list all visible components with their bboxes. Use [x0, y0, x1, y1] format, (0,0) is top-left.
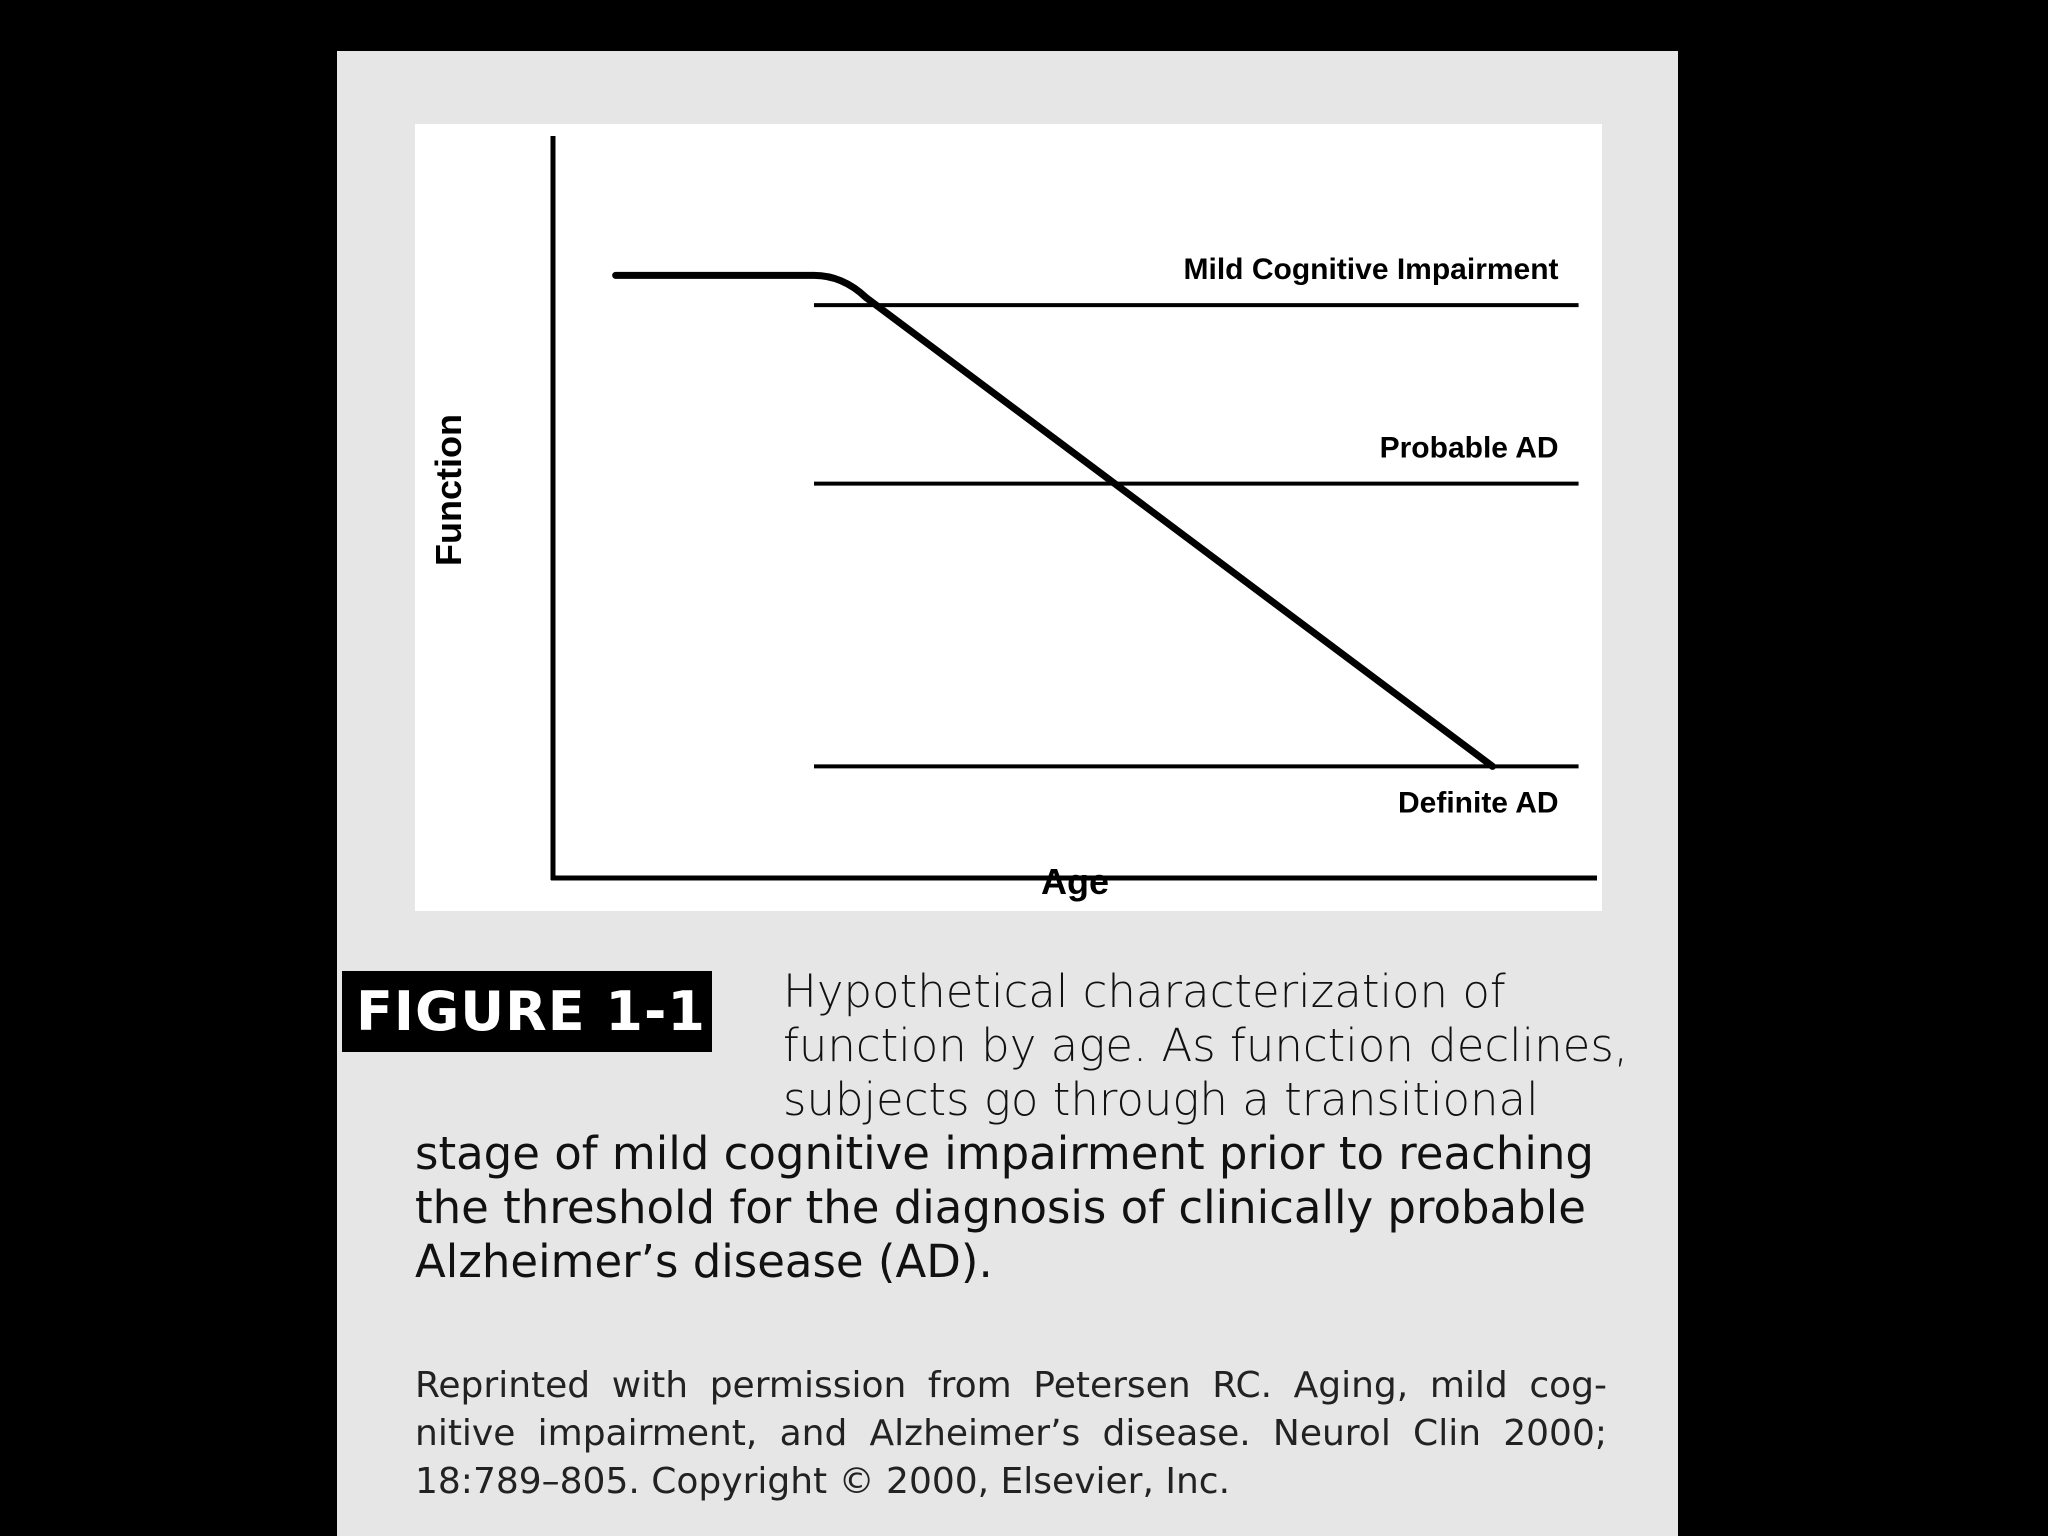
- credit-line: 18:789–805. Copyright © 2000, Elsevier, Inc.: [415, 1461, 1231, 1502]
- figure-caption-intro: [783, 965, 1643, 1127]
- y-axis-label: Function: [428, 414, 469, 566]
- caption-line: Alzheimer’s disease (AD).: [415, 1235, 993, 1288]
- caption-line: Hypothetical characterization of: [783, 965, 1506, 1018]
- caption-line: subjects go through a transitional: [783, 1073, 1539, 1126]
- credit-line: Reprinted with permission from Petersen RC. Aging, mild cog-: [415, 1365, 1607, 1406]
- caption-line: function by age. As function declines,: [783, 1019, 1629, 1072]
- figure-caption-body: [415, 1127, 1635, 1289]
- chart-area: [415, 124, 1602, 911]
- caption-line: the threshold for the diagnosis of clinically probable: [415, 1181, 1586, 1234]
- threshold-lines: [814, 305, 1579, 766]
- credit-line: nitive impairment, and Alzheimer’s disease. Neurol Clin 2000;: [415, 1413, 1607, 1454]
- caption-line: stage of mild cognitive impairment prior to reaching: [415, 1127, 1594, 1180]
- figure-panel: [337, 51, 1678, 1536]
- function-curve: [616, 275, 1493, 766]
- threshold-label: Definite AD: [1397, 786, 1559, 820]
- reprint-credit: [415, 1362, 1607, 1506]
- function-by-age-chart: [415, 124, 1602, 911]
- figure-number-badge: FIGURE 1-1: [342, 971, 712, 1052]
- threshold-label: Probable AD: [1379, 431, 1559, 465]
- threshold-labels: [1184, 253, 1559, 819]
- x-axis-label: Age: [1040, 861, 1110, 902]
- threshold-label: Mild Cognitive Impairment: [1183, 253, 1559, 287]
